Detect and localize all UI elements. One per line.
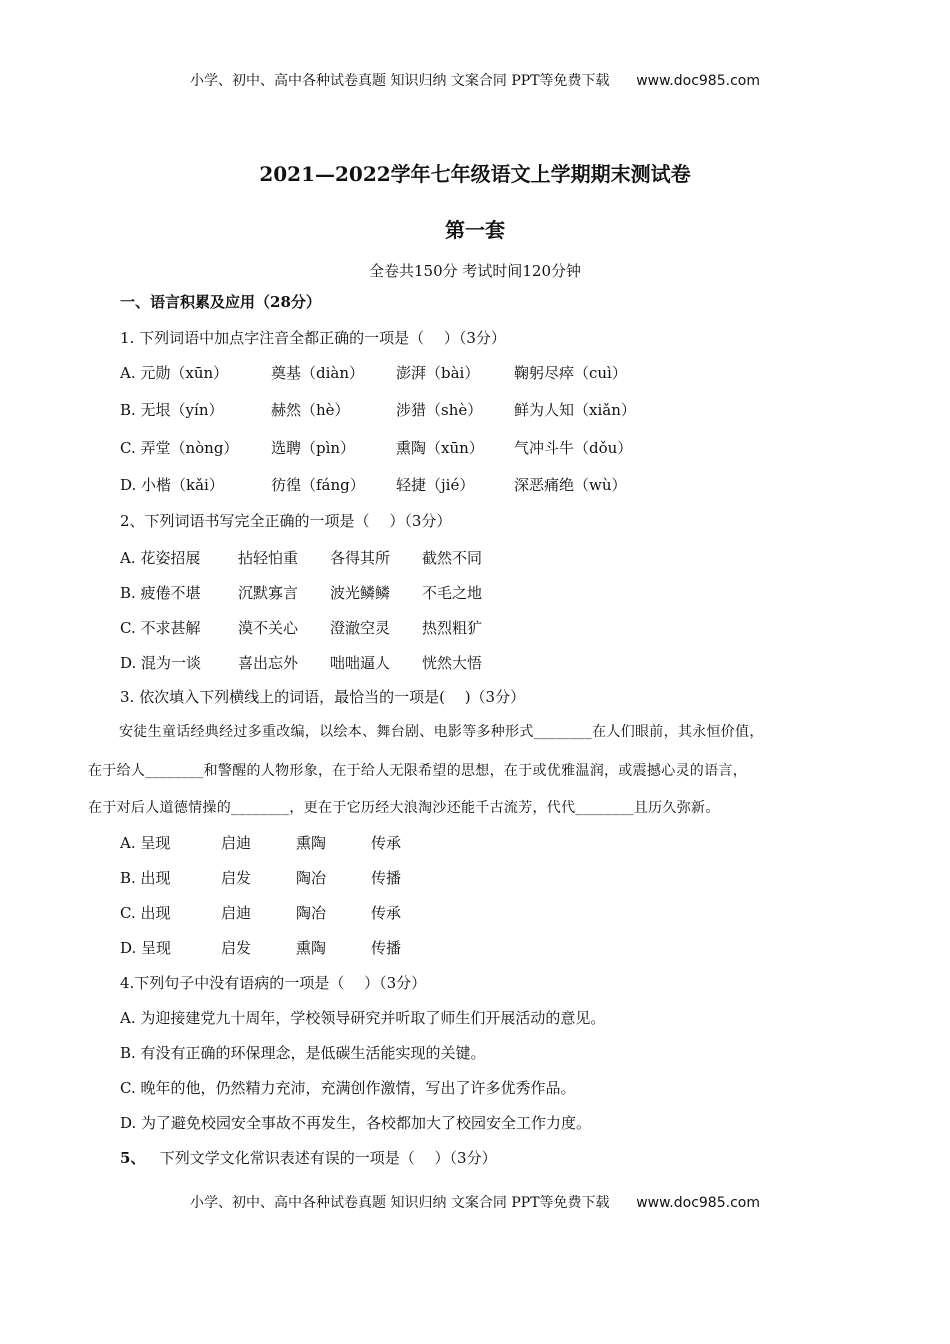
header-site: www.doc985.com [636,73,760,89]
q4-option-b: B. 有没有正确的环保理念，是低碳生活能实现的关键。 [120,1044,486,1062]
q5-text: 下列文学文化常识表述有误的一项是（ ）（3分） [159,1149,497,1167]
q3-passage-line-1: 安徒生童话经典经过多重改编，以绘本、舞台剧、电影等多种形式________在人们眼前，其永恒价值， [119,724,764,740]
q1-stem: 1. 下列词语中加点字注音全都正确的一项是（ ）（3分） [120,329,506,347]
q4-stem: 4.下列句子中没有语病的一项是（ ）（3分） [120,974,427,992]
page-footer [0,1192,950,1212]
q5-number: 5、 [120,1149,146,1167]
exam-meta: 全卷共150分 考试时间120分钟 [368,262,582,280]
page-header [0,70,950,90]
q3-stem: 3. 依次填入下列横线上的词语，最恰当的一项是( )（3分） [120,688,526,706]
q5-stem [120,1147,497,1168]
q4-option-a: A. 为迎接建党九十周年，学校领导研究并听取了师生们开展活动的意见。 [120,1009,606,1027]
q4-option-c: C. 晚年的他，仍然精力充沛，充满创作激情，写出了许多优秀作品。 [120,1079,576,1097]
footer-text: 小学、初中、高中各种试卷真题 知识归纳 文案合同 PPT等免费下载 [190,1195,610,1211]
exam-subtitle: 第一套 [445,218,505,242]
q3-passage-line-2: 在于给人________和警醒的人物形象，在于给人无限希望的思想，在于或优雅温润，或震撼心灵的语言， [88,763,747,779]
q4-option-d: D. 为了避免校园安全事故不再发生，各校都加大了校园安全工作力度。 [120,1114,592,1132]
q3-passage-line-3: 在于对后人道德情操的________，更在于它历经大浪淘沙还能千古流芳，代代________且历久弥新。 [88,800,720,816]
footer-site: www.doc985.com [636,1195,760,1211]
q2-stem: 2、下列词语书写完全正确的一项是（ ）（3分） [120,512,452,530]
exam-title: 2021—2022学年七年级语文上学期期末测试卷 [259,162,691,186]
section-1-heading: 一、语言积累及应用（28分） [120,293,321,311]
header-text: 小学、初中、高中各种试卷真题 知识归纳 文案合同 PPT等免费下载 [190,73,610,89]
